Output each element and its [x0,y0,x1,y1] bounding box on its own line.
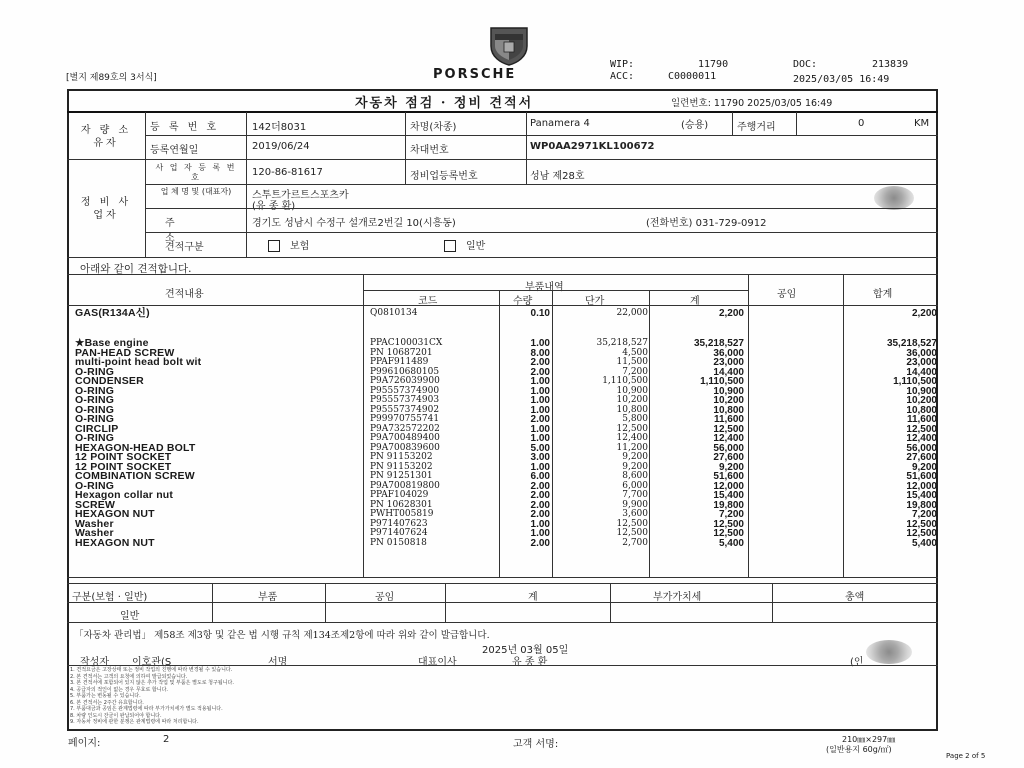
item-description: 12 POINT SOCKET [75,451,172,463]
fine-print [70,667,930,726]
item-sum: 51,600 [713,471,744,482]
author-label: 작성자 [80,657,109,668]
summary-sum-label: 계 [528,592,538,603]
item-code: PN 0150818 [370,537,427,548]
item-unit-price: 22,000 [616,308,648,318]
item-unit-price: 5,800 [622,414,648,424]
mileage-label: 주행거리 [737,122,776,133]
item-total: 36,000 [906,347,937,359]
item-total: 12,000 [906,480,937,492]
item-sum: 35,218,527 [693,338,744,349]
item-qty: 8.00 [530,347,550,359]
summary-type-value: 일반 [120,611,140,622]
item-description: O-RING [75,413,115,425]
item-qty: 2.00 [530,366,550,378]
header-datetime: 2025/03/05 16:49 [793,74,890,85]
item-qty: 1.00 [530,433,550,444]
reg-no-label: 등 록 번 호 [150,122,220,133]
mileage-value: 0 [858,118,865,129]
vin-label: 차대번호 [410,145,449,156]
item-unit-price: 1,110,500 [602,376,648,386]
item-code: P9A700489400 [370,433,440,443]
item-total: 10,900 [906,385,937,397]
item-sum: 11,600 [713,414,744,425]
col-parts-header: 부품내역 [525,282,564,293]
item-unit-price: 10,900 [616,385,648,396]
item-sum: 12,500 [713,518,744,530]
page-label: 페이지: [68,738,101,749]
biz-no-label: 사 업 자 등 록 번 호 [155,163,237,182]
summary-total-label: 총액 [845,592,865,603]
rep-title: 대표이사 [418,657,457,668]
col-price-header: 단가 [585,296,605,307]
item-description: CIRCLIP [75,422,119,435]
summary-type-label: 구분(보험 · 일반) [72,592,148,603]
customer-signature-label[interactable]: 고객 서명: [513,739,559,750]
item-description: GAS(R134A신) [75,307,150,319]
insurance-label: 보험 [290,241,310,252]
item-unit-price: 12,500 [616,528,648,538]
item-qty: 2.00 [530,414,550,425]
item-code: PN 91153202 [370,461,433,472]
fine-print-line: 6. 본 견적서는 2주간 유효합니다. [70,699,144,706]
item-qty: 1.00 [530,376,550,387]
serial-number: 일련번호: 11790 2025/03/05 16:49 [671,98,833,109]
owner-section-label: 자 량 소유자 [80,125,132,149]
fine-print-line: 7. 부품대금과 공임은 관계법령에 따라 부가가치세가 별도 적용됩니다. [70,706,223,712]
page-number: 2 [163,734,170,745]
repair-reg-label: 정비업등록번호 [410,171,478,182]
type-general-option[interactable] [444,237,485,252]
item-code: P95557374900 [370,385,440,396]
item-description: ★Base engine [75,337,149,349]
item-qty: 1.00 [530,404,550,416]
item-total: 9,200 [911,461,937,473]
item-qty: 6.00 [530,471,550,482]
item-unit-price: 8,600 [622,471,648,481]
item-total: 10,800 [906,404,937,416]
item-qty: 1.00 [530,423,550,435]
item-sum: 14,400 [713,366,744,378]
item-code: PWHT005819 [370,509,434,519]
item-sum: 1,110,500 [700,376,744,387]
item-unit-price: 11,200 [616,442,648,453]
item-total: 7,200 [911,509,937,520]
item-description: O-RING [75,394,115,406]
item-total: 10,200 [906,395,937,406]
doc-value: 213839 [872,59,909,70]
item-sum: 12,000 [713,480,744,492]
col-labor-header: 공임 [777,289,797,300]
biz-no-value: 120-86-81617 [252,167,323,178]
model-type: (승용) [681,120,709,131]
item-sum: 56,000 [713,442,744,454]
fine-print-line: 2. 본 견적서는 고객의 요청에 의하여 발급되었습니다. [70,673,188,680]
item-description: Washer [75,517,114,530]
item-total: 51,600 [906,471,937,482]
company-rep: (유 종 환) [252,201,296,212]
col-code-header: 코드 [418,296,438,307]
item-qty: 0.10 [530,308,550,319]
model-label: 차명(차종) [410,122,457,133]
item-description: SCREW [75,498,116,511]
item-code: P971407623 [370,518,428,529]
item-unit-price: 9,900 [622,499,648,510]
item-sum: 12,400 [713,433,744,444]
item-qty: 1.00 [530,385,550,397]
item-sum: 12,500 [713,528,744,539]
page-of: Page 2 of 5 [946,752,986,760]
acc-label: ACC: [610,71,635,82]
item-code: PN 10687201 [370,347,433,358]
insurance-checkbox[interactable] [268,240,280,252]
phone-value: (전화번호) 031-729-0912 [646,218,767,229]
estimate-type-label: 견적구분 [165,242,204,253]
wip-label: WIP: [610,59,635,70]
item-unit-price: 12,500 [616,423,648,434]
author-sign-label: 서명 [268,657,288,668]
fine-print-line: 5. 부품가는 변동될 수 있습니다. [70,693,141,699]
item-code: P971407624 [370,528,428,538]
paper-type: (일반용지 60g/㎡) [826,745,892,754]
item-unit-price: 12,400 [616,433,648,443]
item-unit-price: 12,500 [616,518,648,529]
item-code: P99610680105 [370,366,440,377]
doc-label: DOC: [793,59,818,70]
item-sum: 10,900 [713,385,744,397]
item-qty: 5.00 [530,442,550,454]
intro-text: 아래와 같이 견적합니다. [80,263,192,275]
table-row [67,330,938,340]
brand-wordmark: PORSCHE [433,67,517,82]
rep-seal-icon [866,640,912,664]
model-value: Panamera 4 [530,118,590,129]
summary-labor-label: 공임 [375,592,395,603]
item-qty: 3.00 [530,452,550,463]
item-description: PAN-HEAD SCREW [75,346,175,359]
item-sum: 19,800 [713,499,744,511]
item-total: 27,600 [906,452,937,463]
item-qty: 2.00 [530,490,550,501]
item-total: 23,000 [906,357,937,368]
col-total-header: 합계 [873,289,893,300]
item-code: P95557374903 [370,395,440,405]
item-qty: 2.00 [530,357,550,368]
item-code: PN 10628301 [370,499,433,510]
item-unit-price: 9,200 [622,461,648,472]
item-sum: 10,800 [713,404,744,416]
item-total: 12,500 [906,518,937,530]
col-content-header: 견적내용 [165,289,204,300]
item-unit-price: 7,200 [622,366,648,377]
item-qty: 1.00 [530,338,550,349]
item-sum: 27,600 [713,452,744,463]
item-code: P9A732572202 [370,423,440,434]
item-sum: 36,000 [713,347,744,359]
item-qty: 2.00 [530,499,550,511]
item-description: HEXAGON NUT [75,536,155,549]
porsche-crest-icon [487,26,531,66]
company-seal-icon [874,186,914,210]
fine-print-line: 3. 본 견적서에 포함되어 있지 않은 추가 작업 및 부품은 별도로 청구됩니다. [70,680,234,686]
item-total: 19,800 [906,499,937,511]
repair-reg-value: 성남 제28호 [530,171,585,182]
form-title: 자동차 점검 · 정비 견적서 [355,96,534,111]
item-total: 56,000 [906,442,937,454]
item-sum: 10,200 [713,395,744,406]
general-checkbox[interactable] [444,240,456,252]
acc-value: C0000011 [668,71,717,82]
item-total: 35,218,527 [886,338,937,349]
item-code: PPAF911489 [370,357,429,367]
item-sum: 5,400 [718,537,744,549]
item-code: PN 91251301 [370,471,433,481]
item-code: P99970755741 [370,414,440,424]
item-description: Hexagon collar nut [75,489,174,501]
summary-vat-label: 부가가치세 [653,592,702,603]
fine-print-line: 1. 견적요금은 고장상태 또는 정비 작업의 진행에 따라 변경될 수 있습니다. [70,667,233,673]
item-total: 12,500 [906,528,937,539]
item-unit-price: 4,500 [622,347,648,358]
item-sum: 15,400 [713,490,744,501]
item-qty: 2.00 [530,509,550,520]
item-total: 15,400 [906,490,937,501]
item-total: 12,500 [906,423,937,435]
item-total: 2,200 [911,308,937,319]
rep-name: 유 종 환 [512,657,548,668]
paper-size: 210㎜×297㎜ [842,735,896,744]
item-unit-price: 9,200 [622,452,648,462]
fine-print-line: 9. 자동차 정비에 관한 분쟁은 관계법령에 따라 처리합니다. [70,719,199,725]
item-total: 12,400 [906,433,937,444]
item-description: multi-point head bolt wit [75,356,202,368]
item-code: P95557374902 [370,404,440,415]
item-description: O-RING [75,384,115,397]
item-code: P9A700839600 [370,442,440,453]
company-name: 스투트가르트스포츠카 [252,190,349,201]
items-table-body [67,309,938,577]
item-total: 11,600 [906,414,937,425]
item-code: PN 91153202 [370,452,433,462]
reg-no-value: 142더8031 [252,122,307,133]
item-description: O-RING [75,403,115,416]
item-qty: 1.00 [530,518,550,530]
form-reference: [별지 제89호의 3서식] [66,73,157,83]
item-description: COMBINATION SCREW [75,470,195,482]
item-sum: 23,000 [713,357,744,368]
business-section-label: 정 비 사업자 [80,197,132,221]
address-value: 경기도 성남시 수정구 설개로2번길 10(시흥동) [252,218,456,229]
seal-suffix: (인 [850,657,864,668]
item-description: O-RING [75,479,115,492]
wip-value: 11790 [698,59,729,70]
item-description: CONDENSER [75,375,144,387]
item-description: O-RING [75,432,115,444]
item-total: 5,400 [911,537,937,549]
col-qty-header: 수량 [513,296,533,307]
item-sum: 12,500 [713,423,744,435]
item-total: 1,110,500 [893,376,937,387]
item-unit-price: 10,200 [616,395,648,405]
item-description: HEXAGON-HEAD BOLT [75,441,196,454]
item-unit-price: 35,218,527 [596,338,648,348]
author-name: 이호관(S [132,657,172,668]
item-unit-price: 2,700 [622,537,648,548]
col-sum-header: 계 [690,296,700,307]
reg-date-value: 2019/06/24 [252,141,310,152]
item-description: O-RING [75,365,115,378]
item-description: Washer [75,527,114,539]
item-qty: 2.00 [530,480,550,492]
item-code: PPAF104029 [370,490,429,500]
item-description: 12 POINT SOCKET [75,460,172,473]
item-description: HEXAGON NUT [75,508,155,520]
item-unit-price: 7,700 [622,490,648,500]
item-qty: 1.00 [530,395,550,406]
summary-parts-label: 부품 [258,592,278,603]
company-label: 업 체 명 및 (대표자) [160,187,232,196]
item-sum: 2,200 [718,308,744,319]
address-label: 주 소 [165,218,201,244]
general-label: 일반 [466,241,486,252]
item-unit-price: 10,800 [616,404,648,415]
item-code: P9A726039900 [370,376,440,386]
item-qty: 1.00 [530,528,550,539]
fine-print-line: 4. 공급자의 적인이 없는 경우 무효로 합니다. [70,686,169,693]
fine-print-line: 8. 차량 인도시 잔금이 완납되어야 합니다. [70,712,162,719]
item-unit-price: 11,500 [616,357,648,367]
issue-date: 2025년 03월 05일 [482,645,569,656]
item-sum: 9,200 [718,461,744,473]
item-code: PPAC100031CX [370,338,443,348]
legal-statement: 「자동차 관리법」 제58조 제3항 및 같은 법 시행 규칙 제134조제2항에 따라 위와 같이 발급합니다. [74,630,490,641]
item-total: 14,400 [906,366,937,378]
type-insurance-option[interactable] [268,237,309,252]
item-unit-price: 6,000 [622,480,648,491]
item-unit-price: 3,600 [622,509,648,519]
vin-value: WP0AA2971KL100672 [530,141,655,152]
item-qty: 2.00 [530,537,550,549]
reg-date-label: 등록연월일 [150,145,199,156]
item-code: Q0810134 [370,308,418,318]
mileage-unit: KM [914,118,930,129]
item-code: P9A700819800 [370,480,440,491]
item-qty: 1.00 [530,461,550,473]
item-sum: 7,200 [718,509,744,520]
